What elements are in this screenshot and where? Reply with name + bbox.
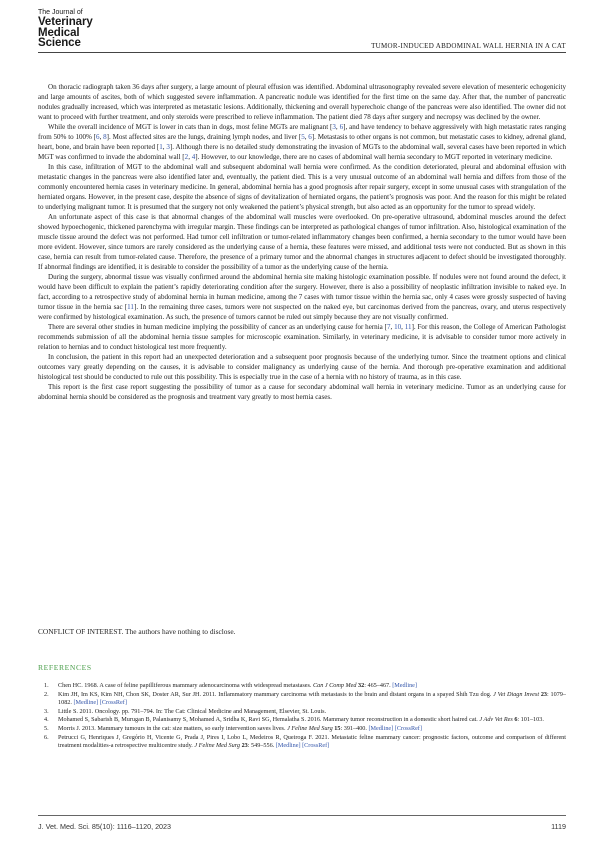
citation-link[interactable]: 6 — [308, 133, 312, 141]
medline-link[interactable]: [Medline] — [73, 699, 99, 707]
text-run: , — [188, 153, 192, 161]
reference-number: 1. — [44, 682, 49, 689]
reference-journal: Can J Comp Med — [313, 682, 357, 689]
reference-pages: : 465–467. — [364, 682, 393, 689]
reference-number: 3. — [44, 707, 49, 715]
reference-item — [38, 682, 566, 691]
reference-volume: 6 — [512, 716, 518, 724]
citation-link[interactable]: 10 — [394, 323, 402, 331]
footer-citation: J. Vet. Med. Sci. 85(10): 1116–1120, 2023 — [38, 822, 172, 831]
text-run: ]. However, to our knowledge, there are no cases of abdominal wall hernia secondary to MGT reported in veterinary medicine. — [195, 153, 553, 161]
reference-text: Kim JH, Im KS, Kim NH, Chon SK, Doster AR, Sur JH. 2011. Inflammatory mammary carcinoma with metastasis to the brain and distant organs in a spayed Shih Tzu dog. — [58, 690, 494, 698]
text-run: ], and have tendency to behave aggressively with high metastatic rates ranging from 50% to 100% [ — [38, 123, 566, 141]
citation-link[interactable]: 7 — [386, 323, 391, 331]
medline-link[interactable]: [Medline] — [392, 682, 417, 689]
reference-text: Mohamed S, Sabarish B, Murugan B, Palanisamy S, Mohamed A, Sridha K, Ravi SG, Hemalatha S. 2016. Mammary tumor reconstruction in a domestic short haired cat. — [58, 716, 480, 724]
reference-volume: 23 — [240, 742, 248, 750]
running-title: TUMOR-INDUCED ABDOMINAL WALL HERNIA IN A CAT — [371, 42, 566, 50]
text-run: ]. Although there is no detailed study demonstrating the invasion of MGTs to the abdominal wall, several cases have been reported in which MGT was confirmed to invade the abdominal wall [ — [38, 143, 566, 161]
reference-text: Morris J. 2013. Mammary tumours in the cat: size matters, so early intervention saves lives. — [58, 724, 288, 732]
logo-small-text: The Journal of — [38, 9, 83, 16]
reference-number: 6. — [44, 733, 49, 741]
paragraph-2 — [38, 122, 566, 162]
reference-text: Chen HC. 1968. A case of feline papilliferous mammary adenocarcinoma with widespread metastases. — [58, 682, 313, 689]
reference-item — [38, 734, 566, 751]
text-run: , — [99, 133, 104, 141]
reference-pages: : 1079–1082. — [58, 690, 566, 707]
logo-line-1: Veterinary — [38, 16, 93, 28]
reference-volume: 15 — [332, 724, 341, 732]
citation-link[interactable]: 1 — [159, 143, 163, 151]
reference-volume: 32 — [356, 682, 365, 689]
citation-link[interactable]: 2 — [184, 153, 189, 161]
text-run: ]. In the remaining three cases, tumors were not suspected on the naked eye, but carcinomas derived from the pancreas, ovary, and uterus respectively were confirmed by histological examination. As such, the presence of tumors cannot be ruled out simply because they are not visually confirmed. — [38, 303, 566, 321]
reference-journal: J Vet Diagn Invest — [493, 690, 540, 698]
text-run: , — [304, 133, 309, 141]
crossref-link[interactable]: [CrossRef] — [302, 742, 330, 750]
text-run: , — [162, 143, 167, 151]
citation-link[interactable]: 6 — [96, 133, 100, 141]
medline-link[interactable]: [Medline] — [368, 724, 394, 732]
reference-item — [38, 725, 566, 734]
reference-item — [38, 708, 566, 717]
reference-number: 2. — [44, 690, 49, 698]
citation-link[interactable]: 4 — [191, 153, 196, 161]
text-run: During the surgery, abnormal tissue was visually confirmed around the abdominal hernia site making histologic examination possible. If nodules were not found around the defect, it would have been difficult to explain the patient’s rapidly deteriorating condition after the surgery. However, there is also a possibility of neoplastic infiltration invisible to naked eye. In fact, according to a retrospective study of abdominal hernia in human medicine, among the 7 cases with tumor tissue within the hernia sac, only 4 cases were grossly suspected of having tumor tissue in the hernia sac [ — [38, 273, 566, 311]
text-run: While the overall incidence of MGT is lower in cats than in dogs, most feline MGTs are malignant [ — [48, 123, 333, 131]
paragraph-3: In this case, infiltration of MGT to the abdominal wall and subsequent abdominal wall hernia were confirmed. As the condition deteriorated, pleural and abdominal effusion with metastatic changes in the pancreas were also identified later and, eventually, the patient died. This is a very unusual outcome of an abdominal wall hernia and differs from those of the commonly encountered hernia cases in veterinary medicine. In general, abdominal hernia has a good prognosis after repair surgery, except in some unusual cases with strangulation of the herniated organs. However, in the present case, despite the absence of signs of devitalization of herniated organs, the patient’s prognosis was poor. And the reason for this might be related to underlying malignant tumor. It is presumed that the surgery not only weakened the patient’s physical strength, but also acted as an opportunity for the tumor to spread widely. — [38, 163, 566, 211]
reference-journal: J Feline Med Surg — [194, 742, 241, 750]
reference-volume: 23 — [539, 690, 548, 698]
crossref-link[interactable]: [CrossRef] — [99, 699, 127, 707]
citation-link[interactable]: 3 — [332, 123, 336, 131]
conflict-of-interest: CONFLICT OF INTEREST. The authors have nothing to disclose. — [38, 627, 236, 636]
paragraph-5 — [38, 272, 566, 322]
crossref-link[interactable]: [CrossRef] — [394, 724, 422, 732]
reference-list — [38, 682, 566, 751]
citation-link[interactable]: 3 — [166, 143, 170, 151]
page-number: 1119 — [551, 822, 566, 831]
logo-line-3: Science — [38, 37, 81, 49]
text-run: , — [390, 323, 395, 331]
text-run: , — [335, 123, 340, 131]
logo-line-2: Medical — [38, 26, 80, 39]
article-body — [38, 82, 566, 402]
reference-item — [38, 691, 566, 708]
references-heading: REFERENCES — [38, 663, 92, 672]
reference-text: Petrucci G, Henriques J, Gregório H, Vicente G, Prada J, Pires I, Lobo L, Medeiros R, Queiroga F. 2021. Metastatic feline mammary cancer: prognostic factors, outcome and comparison of different treatment modalities-a retrospective multicentre study. — [58, 733, 566, 750]
citation-link[interactable]: 6 — [339, 123, 344, 131]
header-divider — [38, 52, 566, 53]
reference-pages: : 391–400. — [340, 724, 369, 732]
reference-journal: J Adv Vet Res — [479, 716, 513, 724]
reference-pages: : 101–103. — [517, 716, 544, 724]
reference-item — [38, 716, 566, 725]
paragraph-4: An unfortunate aspect of this case is that abnormal changes of the abdominal wall muscles were overlooked. On pre-operative ultrasound, abdominal muscles around the defect showed hypoechogenic, thickened parenchyma with irregular margin. These findings can be interpreted as pathological changes of tumor infiltration. Also, histological examination of the muscle tissue around the defect was not performed. Had tumor cell infiltration or tumor-related inflammatory changes been confirmed, a hernia secondary to the tumor would have been more evident. However, since tumors are rarely considered as the underlying cause of a hernia, these features were missed, and additional tests were not conducted. But as shown in this case, hernia can result from tumor-related cause. Therefore, the presence of a primary tumor and the abnormal changes in structures adjacent to defect should be investigated thoroughly. If abnormal findings are identified, it is desirable to consider the possibility of a tumor as the underlying cause of the hernia. — [38, 213, 566, 271]
reference-text: Little S. 2011. Oncology. pp. 791–794. In: The Cat: Clinical Medicine and Management, Elsevier, St. Louis. — [58, 707, 327, 715]
text-run: ]. Metastasis to other organs is not common, but metastatic cases to kidney, adrenal gland, heart, bone, and brain have been reported [ — [38, 133, 567, 151]
footer-divider — [38, 815, 566, 816]
text-run: ]. Most affected sites are the lungs, draining lymph nodes, and liver [ — [106, 133, 302, 141]
citation-link[interactable]: 8 — [103, 133, 107, 141]
paragraph-7: In conclusion, the patient in this report had an unexpected deterioration and a subsequent poor prognosis because of the underlying tumor. Since the treatment options and clinical outcomes vary greatly depending on the causes, it is advisable to consider malignancy as underlying cause of the hernia. And thorough pre-operative examination and additional histological test should be conducted to rule out this possibility. This is especially true in the case of a hernia with no history of trauma, as in this case. — [38, 353, 566, 381]
citation-link[interactable]: 11 — [127, 303, 134, 311]
text-run: , — [401, 323, 405, 331]
medline-link[interactable]: [Medline] — [275, 742, 301, 750]
text-run: There are several other studies in human medicine implying the possibility of cancer as an underlying cause for hernia [ — [48, 323, 387, 331]
paragraph-6 — [38, 322, 566, 352]
journal-logo — [38, 9, 93, 49]
citation-link[interactable]: 11 — [404, 323, 412, 331]
reference-number: 5. — [44, 724, 49, 732]
reference-journal: J Feline Med Surg — [287, 724, 333, 732]
reference-pages: : 549–556. — [247, 742, 276, 750]
citation-link[interactable]: 5 — [301, 133, 305, 141]
paragraph-8: This report is the first case report suggesting the possibility of tumor as a cause for secondary abdominal wall hernia in veterinary medicine. Tumor as an underlying cause for abdominal hernia should be considered as the prognosis and treatment vary greatly to most hernia cases. — [38, 383, 566, 401]
paragraph-1: On thoracic radiograph taken 36 days after surgery, a large amount of pleural effusion was identified. Abdominal ultrasonography revealed severe elevation of mesenteric echogenicity and large amounts of ascites, both of which suggested severe inflammation. A pancreatic nodule was identified for the first time on the same day. After that, the number of pancreatic nodules gradually increased, which was interpreted as metastatic lesions. Additionally, thickening and overall hyperechoic change of the pancreas were also identified. The owner did not want to proceed with further treatment, and only steroids were prescribed to relieve inflammation. The patient died 78 days after surgery and necropsy was declined by the owner. — [38, 83, 566, 121]
reference-number: 4. — [44, 716, 49, 724]
text-run: ]. For this reason, the College of American Pathologist recommends submission of all the abdominal hernia tissue samples for microscopic examination. Similarly, in veterinary medicine, it is advisable to consider tumor more actively in relation to hernias and to conduct histological test more frequently. — [38, 323, 566, 351]
